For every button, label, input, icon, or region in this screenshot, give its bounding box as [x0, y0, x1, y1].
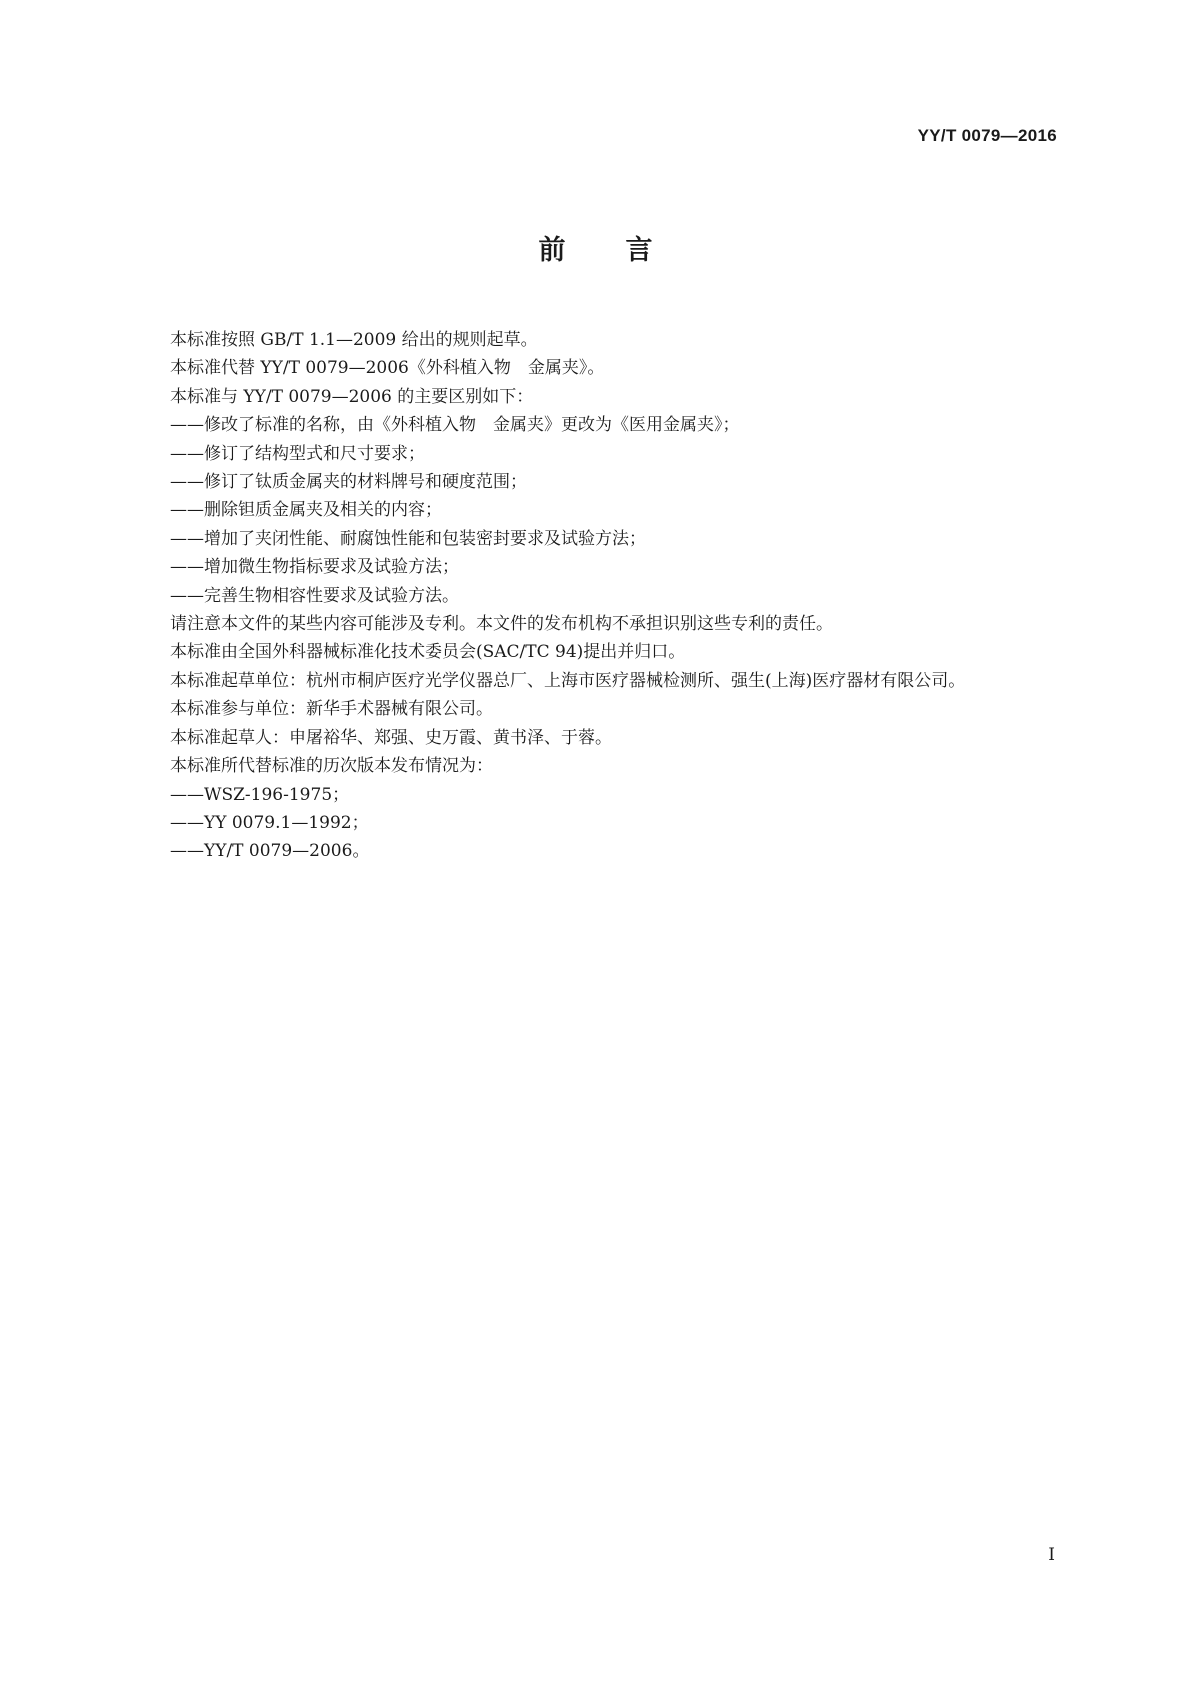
- paragraph-drafters: 本标准起草人：申屠裕华、郑强、史万霞、黄书泽、于蓉。: [170, 727, 612, 748]
- page-title: 前言: [538, 235, 713, 266]
- page-number: I: [1048, 1545, 1055, 1565]
- list-item-difference: ——增加微生物指标要求及试验方法；: [170, 557, 459, 578]
- paragraph-drafting-rules: 本标准按照 GB/T 1.1—2009 给出的规则起草。: [170, 330, 538, 350]
- list-item-difference: ——修订了钛质金属夹的材料牌号和硬度范围；: [170, 472, 527, 493]
- list-item-difference: ——完善生物相容性要求及试验方法。: [170, 585, 459, 606]
- list-item-difference: ——增加了夹闭性能、耐腐蚀性能和包装密封要求及试验方法；: [170, 528, 646, 549]
- paragraph-participating-units: 本标准参与单位：新华手术器械有限公司。: [170, 699, 493, 720]
- paragraph-replaces: 本标准代替 YY/T 0079—2006《外科植入物 金属夹》。: [170, 358, 605, 379]
- paragraph-proposed-by: 本标准由全国外科器械标准化技术委员会(SAC/TC 94)提出并归口。: [170, 642, 686, 663]
- list-item-edition: ——YY/T 0079—2006。: [170, 841, 370, 862]
- foreword-body: [136, 326, 1058, 866]
- standard-number: YY/T 0079—2016: [917, 126, 1057, 145]
- list-item-difference: ——删除钽质金属夹及相关的内容；: [170, 500, 442, 521]
- list-item-edition: ——YY 0079.1—1992；: [170, 812, 369, 833]
- list-item-difference: ——修改了标准的名称，由《外科植入物 金属夹》更改为《医用金属夹》；: [170, 415, 740, 436]
- list-item-difference: ——修订了结构型式和尺寸要求；: [170, 443, 425, 464]
- list-item-edition: ——WSZ-196-1975；: [170, 784, 350, 805]
- paragraph-patent-notice: 请注意本文件的某些内容可能涉及专利。本文件的发布机构不承担识别这些专利的责任。: [170, 614, 833, 635]
- paragraph-previous-editions: 本标准所代替标准的历次版本发布情况为：: [170, 756, 493, 777]
- paragraph-main-differences: 本标准与 YY/T 0079—2006 的主要区别如下：: [170, 386, 534, 407]
- paragraph-drafting-units: 本标准起草单位：杭州市桐庐医疗光学仪器总厂、上海市医疗器械检测所、强生(上海)医疗器材有限公司。: [170, 670, 966, 691]
